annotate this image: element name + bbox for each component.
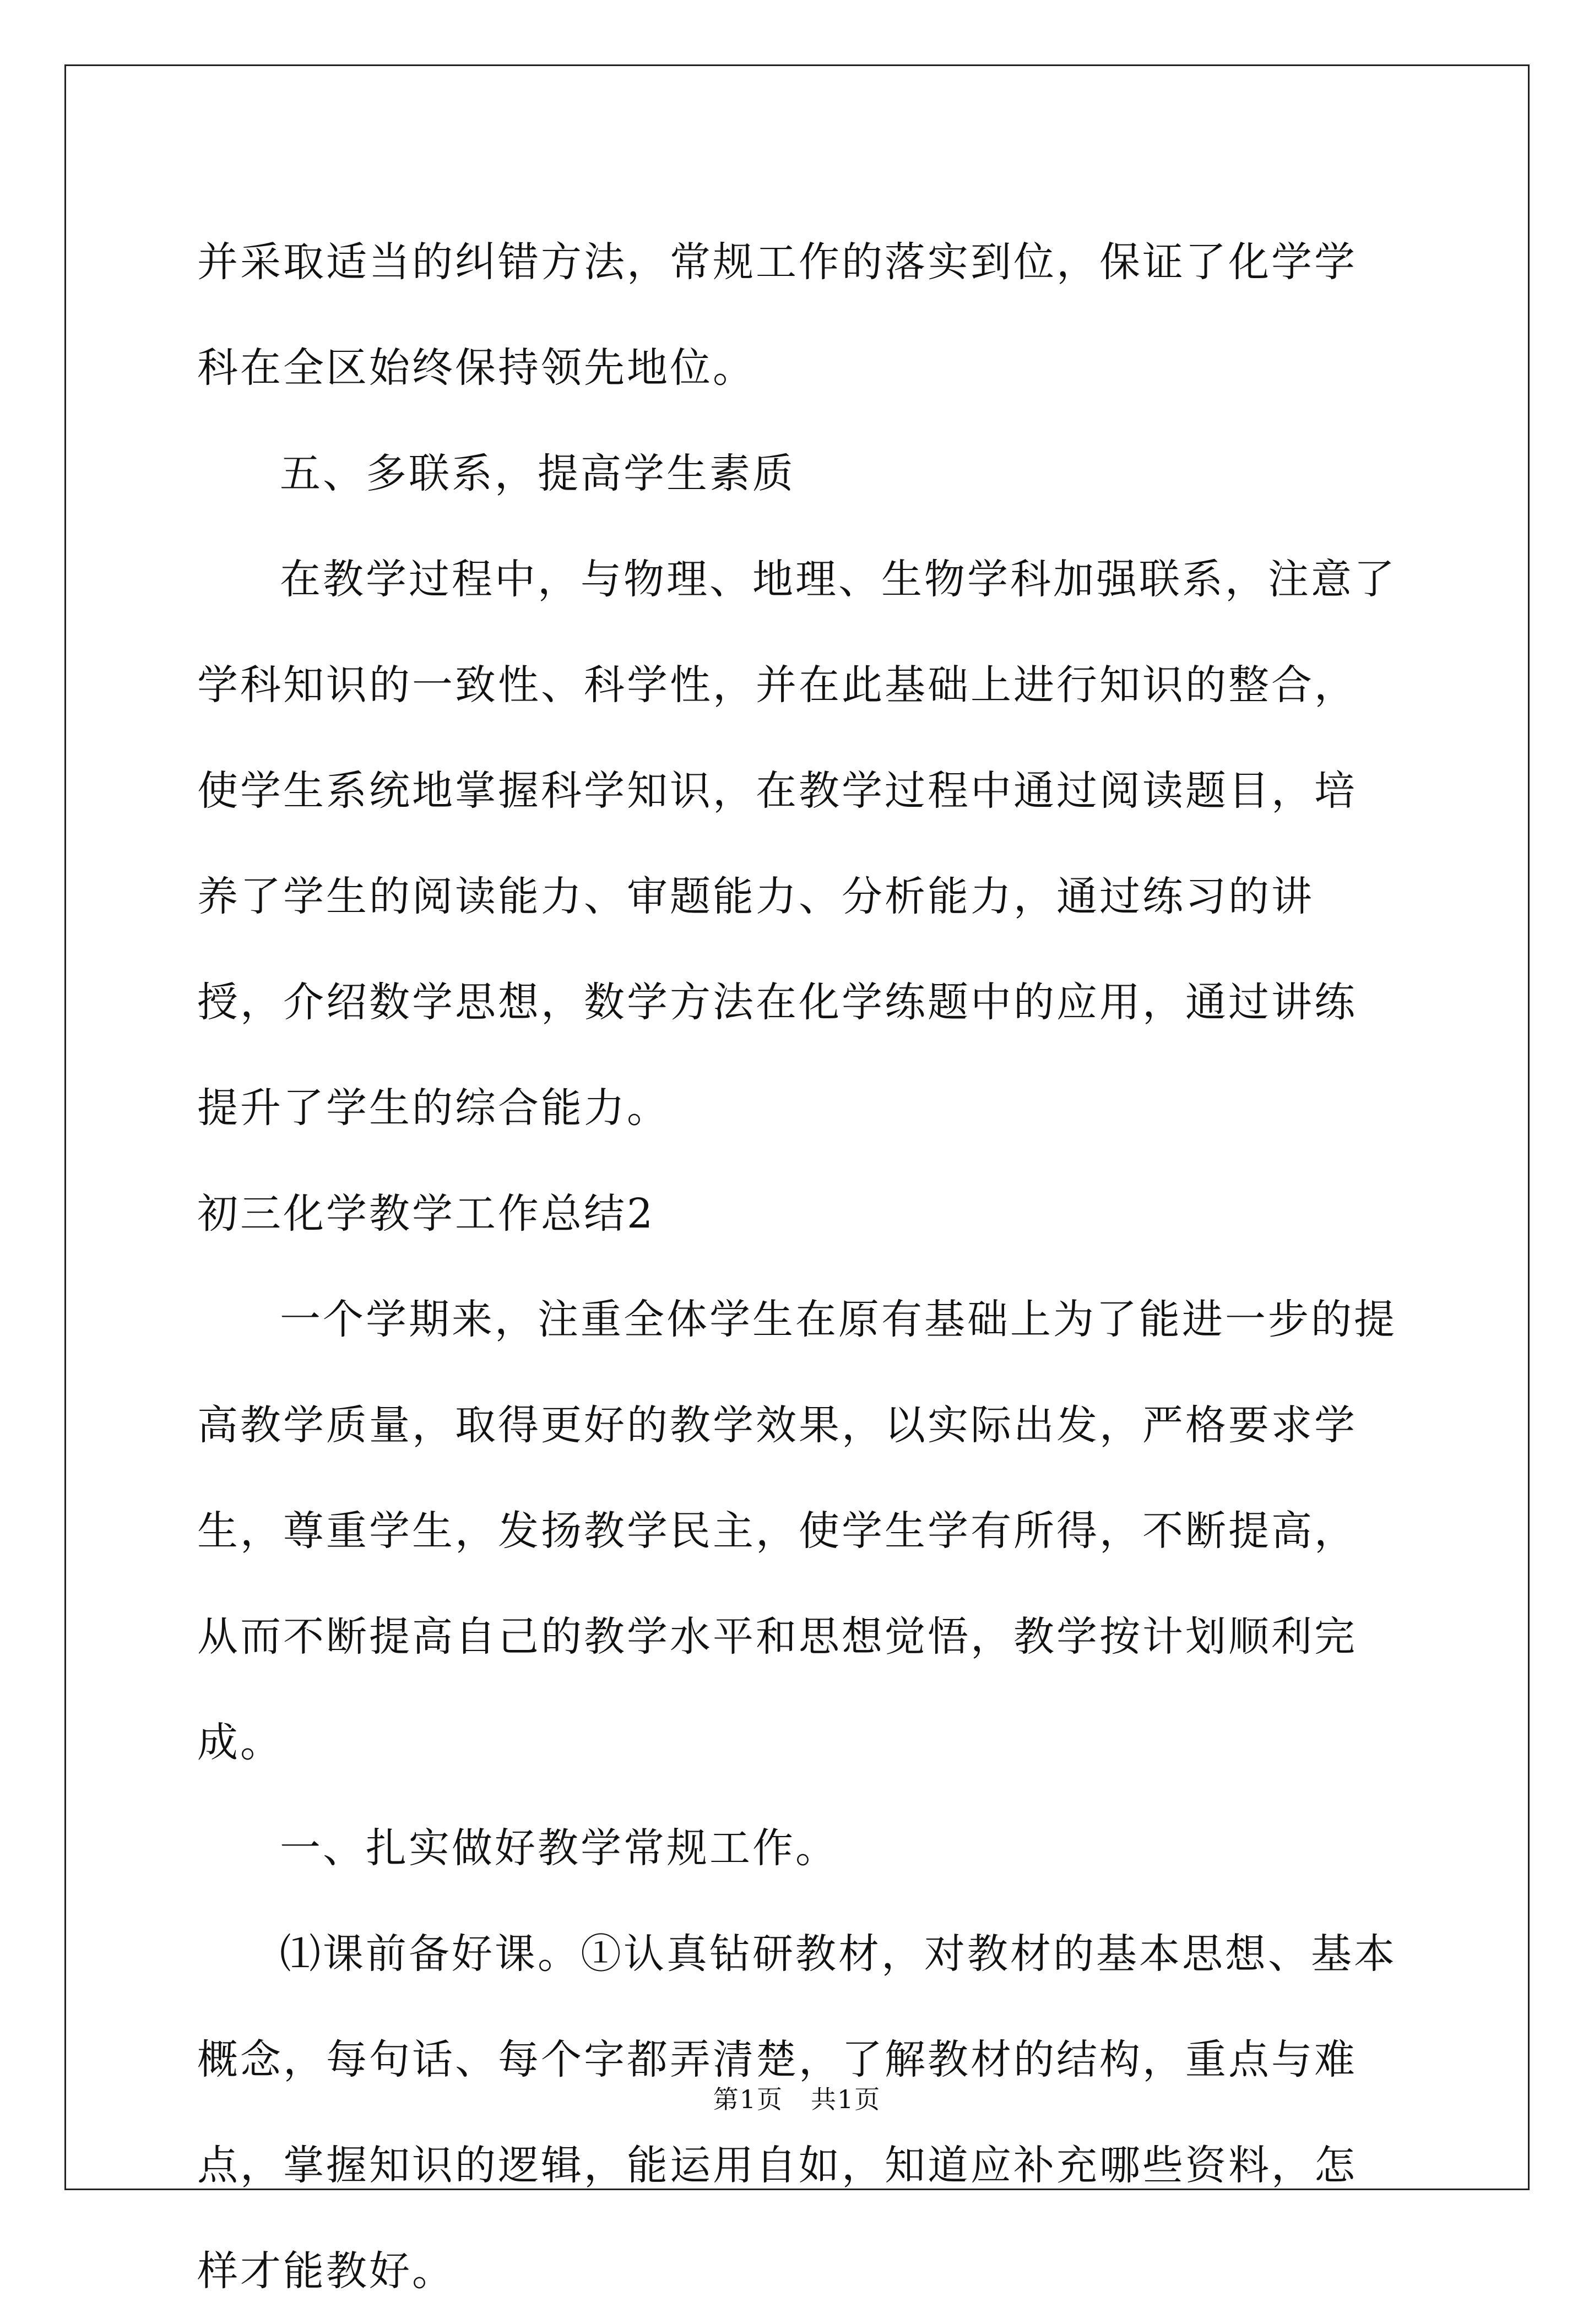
paragraph-lesson-prep: ⑴课前备好课。①认真钻研教材，对教材的基本思想、基本概念，每句话、每个字都弄清楚，了解教材的结构，重点与难点，掌握知识的逻辑，能运用自如，知道应补充哪些资料，怎样才能教好。 <box>197 1930 1397 2295</box>
document-body <box>197 209 1398 2324</box>
paragraph-subject-links: 在教学过程中，与物理、地理、生物学科加强联系，注意了学科知识的一致性、科学性，并在此基础上进行知识的整合，使学生系统地掌握科学知识，在教学过程中通过阅读题目，培养了学生的阅读能力、审题能力、分析能力，通过练习的讲授，介绍数学思想，数学方法在化学练题中的应用，通过讲练提升了学生的综合能力。 <box>197 556 1397 1132</box>
section-heading-one: 一、扎实做好教学常规工作。 <box>280 1825 838 1872</box>
page-footer <box>0 2083 1594 2116</box>
section-heading-five: 五、多联系，提高学生素质 <box>280 450 795 497</box>
document-title-2: 初三化学教学工作总结2 <box>197 1190 655 1237</box>
paragraph-continuation: 并采取适当的纠错方法，常规工作的落实到位，保证了化学学科在全区始终保持领先地位。 <box>197 238 1357 392</box>
page-number: 第1页 <box>713 2084 783 2114</box>
paragraph-semester-intro: 一个学期来，注重全体学生在原有基础上为了能进一步的提高教学质量，取得更好的教学效果，以实际出发，严格要求学生，尊重学生，发扬教学民主，使学生学有所得，不断提高，从而不断提高自己的教学水平和思想觉悟，教学按计划顺利完成。 <box>197 1296 1397 1766</box>
page-total: 共1页 <box>811 2084 881 2114</box>
